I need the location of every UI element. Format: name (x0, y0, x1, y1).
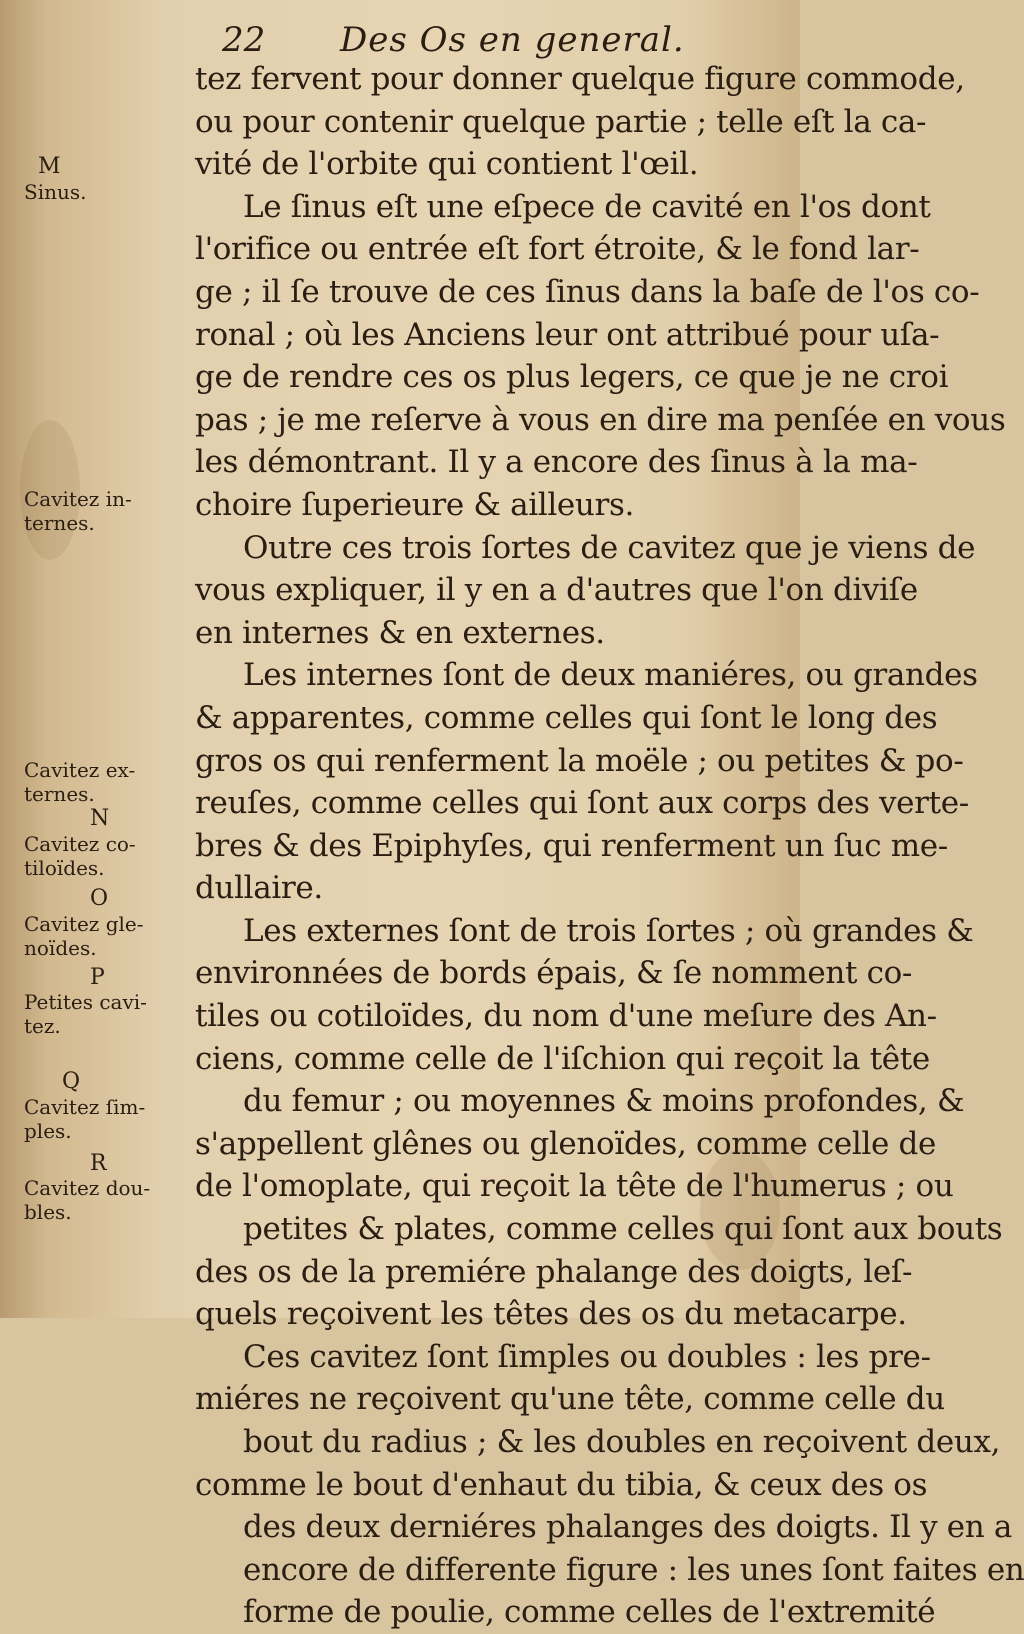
text-line: en internes & en externes. (195, 614, 605, 651)
margin-note-line: Petites cavi- (24, 990, 147, 1014)
margin-note-line: Cavitez ex- (24, 758, 136, 782)
text-line: l'orifice ou entrée eſt fort étroite, & le fond lar- (195, 231, 920, 268)
margin-note-line: Cavitez ſim- (24, 1095, 146, 1119)
page-number: 22 (222, 20, 266, 60)
text-line: petites & plates, comme celles qui ſont aux bouts (243, 1211, 1003, 1248)
text-line: Ces cavitez ſont ſimples ou doubles : les pre- (243, 1338, 931, 1375)
text-line: bres & des Epiphyſes, qui renferment un ſuc me- (195, 827, 948, 864)
text-line: ge ; il ſe trouve de ces ſinus dans la baſe de l'os co- (195, 273, 980, 310)
text-line: les démontrant. Il y a encore des ſinus à la ma- (195, 444, 918, 481)
text-line: Le ſinus eſt une eſpece de cavité en l'os dont (243, 188, 931, 225)
text-line: des os de la premiére phalange des doigts, leſ- (195, 1253, 913, 1290)
margin-note-line: ples. (24, 1119, 72, 1143)
text-line: tez fervent pour donner quelque figure commode, (195, 61, 965, 97)
text-line: des deux derniéres phalanges des doigts. Il y en a (243, 1509, 1013, 1546)
margin-letter-o: O (90, 886, 109, 911)
text-line: choire ſuperieure & ailleurs. (195, 486, 635, 523)
text-line: tiles ou cotiloïdes, du nom d'une meſure des An- (195, 998, 937, 1035)
text-line: Les externes ſont de trois ſortes ; où grandes & (243, 912, 974, 949)
running-head: Des Os en general. (340, 20, 685, 60)
margin-note-line: Cavitez dou- (24, 1176, 151, 1200)
text-line: bout du radius ; & les doubles en reçoivent deux, (243, 1424, 1001, 1460)
text-line: pas ; je me reſerve à vous en dire ma penſée en vous (195, 401, 1006, 438)
margin-letter-p: P (90, 965, 105, 990)
page-header (222, 18, 762, 62)
margin-note-line: ternes. (24, 511, 95, 535)
text-line: quels reçoivent les têtes des os du metacarpe. (195, 1296, 907, 1333)
text-line: ronal ; où les Anciens leur ont attribué pour uſa- (195, 316, 940, 353)
margin-note-externes (24, 758, 135, 806)
margin-letter-n: N (90, 806, 110, 831)
margin-letter-m: M (38, 154, 61, 179)
text-line: dullaire. (195, 870, 323, 907)
margin-note-glenoides (24, 912, 143, 960)
margin-note-simples (24, 1095, 145, 1143)
text-line: de l'omoplate, qui reçoit la tête de l'humerus ; ou (195, 1168, 954, 1205)
text-line: reuſes, comme celles qui ſont aux corps des verte- (195, 785, 969, 822)
margin-note-sinus (24, 180, 86, 204)
margin-note-cotiloides (24, 832, 136, 880)
margin-note-line: noïdes. (24, 936, 97, 960)
text-line: Les internes ſont de deux maniéres, ou grandes (243, 657, 978, 694)
text-line: ge de rendre ces os plus legers, ce que je ne croi (195, 359, 949, 396)
text-line: s'appellent glênes ou glenoïdes, comme celle de (195, 1125, 937, 1162)
text-line: vous expliquer, il y en a d'autres que l'on diviſe (195, 572, 918, 609)
text-line: comme le bout d'enhaut du tibia, & ceux des os (195, 1466, 928, 1503)
margin-note-line: tiloïdes. (24, 856, 105, 880)
text-line: miéres ne reçoivent qu'une tête, comme celle du (195, 1381, 945, 1418)
margin-note-line: bles. (24, 1200, 72, 1224)
text-line: ou pour contenir quelque partie ; telle eſt la ca- (195, 103, 927, 140)
margin-note-line: Cavitez in- (24, 487, 132, 511)
margin-letter-q: Q (62, 1069, 81, 1094)
margin-note-doubles (24, 1176, 150, 1224)
margin-letter-r: R (90, 1151, 107, 1176)
text-line: & apparentes, comme celles qui ſont le long des (195, 699, 938, 736)
margin-note-line: Sinus. (24, 180, 87, 204)
text-line: environnées de bords épais, & ſe nomment co- (195, 955, 913, 992)
margin-note-line: Cavitez co- (24, 832, 136, 856)
text-line: forme de poulie, comme celles de l'extremité (243, 1594, 936, 1631)
text-line: ciens, comme celle de l'iſchion qui reçoit la tête (195, 1040, 930, 1077)
text-line: gros os qui renferment la moële ; ou petites & po- (195, 742, 964, 779)
margin-note-line: tez. (24, 1014, 61, 1038)
margin-note-line: Cavitez gle- (24, 912, 144, 936)
text-line: vité de l'orbite qui contient l'œil. (195, 146, 699, 183)
text-line: encore de differente figure : les unes ſont faites en (243, 1551, 1024, 1588)
text-line: Outre ces trois ſortes de cavitez que je viens de (243, 529, 976, 566)
main-text (195, 58, 1024, 1634)
margin-note-internes (24, 487, 132, 535)
text-line: du femur ; ou moyennes & moins profondes, & (243, 1083, 965, 1120)
margin-note-petites (24, 990, 147, 1038)
margin-note-line: ternes. (24, 782, 95, 806)
